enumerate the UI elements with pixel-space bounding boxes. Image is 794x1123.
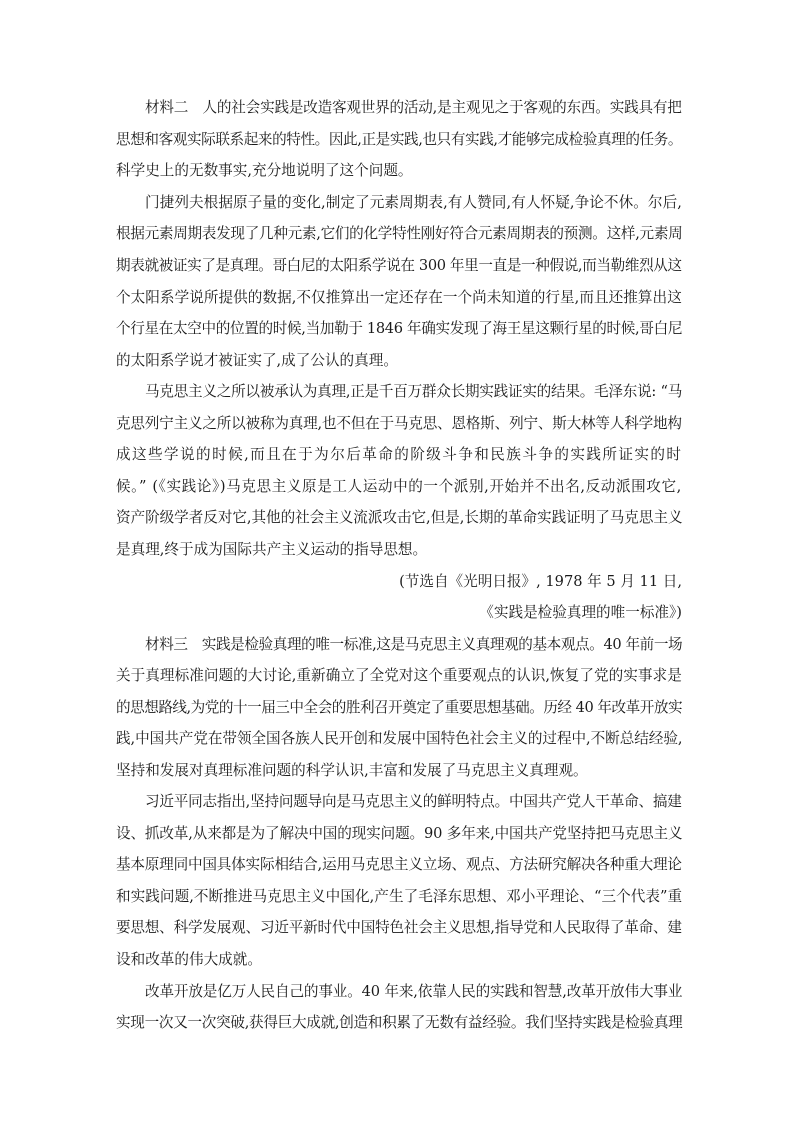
text-line: 改革开放是亿万人民自己的事业。40 年来,依靠人民的实践和智慧,改革开放伟大事业: [145, 983, 683, 1000]
text-line: 个太阳系学说所提供的数据,不仅推算出一定还存在一个尚未知道的行星,而且还推算出这: [116, 289, 682, 306]
text-line: 习近平同志指出,坚持问题导向是马克思主义的鲜明特点。中国共产党人干革命、搞建: [145, 793, 682, 810]
text-line: 克思列宁主义之所以被称为真理,也不但在于马克思、恩格斯、列宁、斯大林等人科学地构: [116, 415, 682, 432]
text-line: 材料二 人的社会实践是改造客观世界的活动,是主观见之于客观的东西。实践具有把: [145, 99, 682, 116]
text-line: 候。” (《实践论》)马克思主义原是工人运动中的一个派别,开始并不出名,反动派围攻它,: [116, 478, 682, 495]
source-citation: 《实践是检验真理的唯一标准》): [479, 604, 682, 621]
text-line: 成这些学说的时候,而且在于为尔后革命的阶级斗争和民族斗争的实践所证实的时: [116, 446, 683, 463]
text-line: 资产阶级学者反对它,其他的社会主义流派攻击它,但是,长期的革命实践证明了马克思主义: [116, 509, 683, 526]
text-line: 门捷列夫根据原子量的变化,制定了元素周期表,有人赞同,有人怀疑,争论不休。尔后,: [145, 194, 682, 211]
text-line: 根据元素周期表发现了几种元素,它们的化学特性刚好符合元素周期表的预测。这样,元素周: [116, 225, 683, 242]
text-line: 思想和客观实际联系起来的特性。因此,正是实践,也只有实践,才能够完成检验真理的任务。: [116, 131, 683, 148]
text-line: 设和改革的伟大成就。: [116, 951, 262, 968]
text-line: 个行星在太空中的位置的时候,当加勒于 1846 年确实发现了海王星这颗行星的时候,哥白尼: [116, 320, 683, 337]
text-line: 的思想路线,为党的十一届三中全会的胜利召开奠定了重要思想基础。历经 40 年改革开放实: [116, 699, 683, 716]
text-line: 坚持和发展对真理标准问题的科学认识,丰富和发展了马克思主义真理观。: [116, 762, 588, 779]
text-line: 马克思主义之所以被承认为真理,正是千百万群众长期实践证实的结果。毛泽东说: “马: [145, 383, 683, 400]
text-line: 的太阳系学说才被证实了,成了公认的真理。: [116, 352, 398, 369]
text-line: 基本原理同中国具体实际相结合,运用马克思主义立场、观点、方法研究解决各种重大理论: [116, 856, 682, 873]
text-line: 是真理,终于成为国际共产主义运动的指导思想。: [116, 541, 428, 558]
text-line: 设、抓改革,从来都是为了解决中国的现实问题。90 多年来,中国共产党坚持把马克思主义: [116, 825, 683, 842]
text-line: 科学史上的无数事实,充分地说明了这个问题。: [116, 162, 413, 179]
text-line: 实现一次又一次突破,获得巨大成就,创造和积累了无数有益经验。我们坚持实践是检验真理: [116, 1014, 683, 1031]
text-line: 和实践问题,不断推进马克思主义中国化,产生了毛泽东思想、邓小平理论、“三个代表”重: [116, 888, 683, 905]
text-line: 关于真理标准问题的大讨论,重新确立了全党对这个重要观点的认识,恢复了党的实事求是: [116, 667, 682, 684]
source-citation: (节选自《光明日报》, 1978 年 5 月 11 日,: [399, 573, 682, 590]
text-line: 期表就被证实了是真理。哥白尼的太阳系学说在 300 年里一直是一种假说,而当勒维烈从这: [116, 257, 682, 274]
text-line: 材料三 实践是检验真理的唯一标准,这是马克思主义真理观的基本观点。40 年前一场: [145, 636, 683, 653]
text-line: 要思想、科学发展观、习近平新时代中国特色社会主义思想,指导党和人民取得了革命、建: [116, 919, 682, 936]
text-line: 践,中国共产党在带领全国各族人民开创和发展中国特色社会主义的过程中,不断总结经验,: [116, 730, 683, 747]
